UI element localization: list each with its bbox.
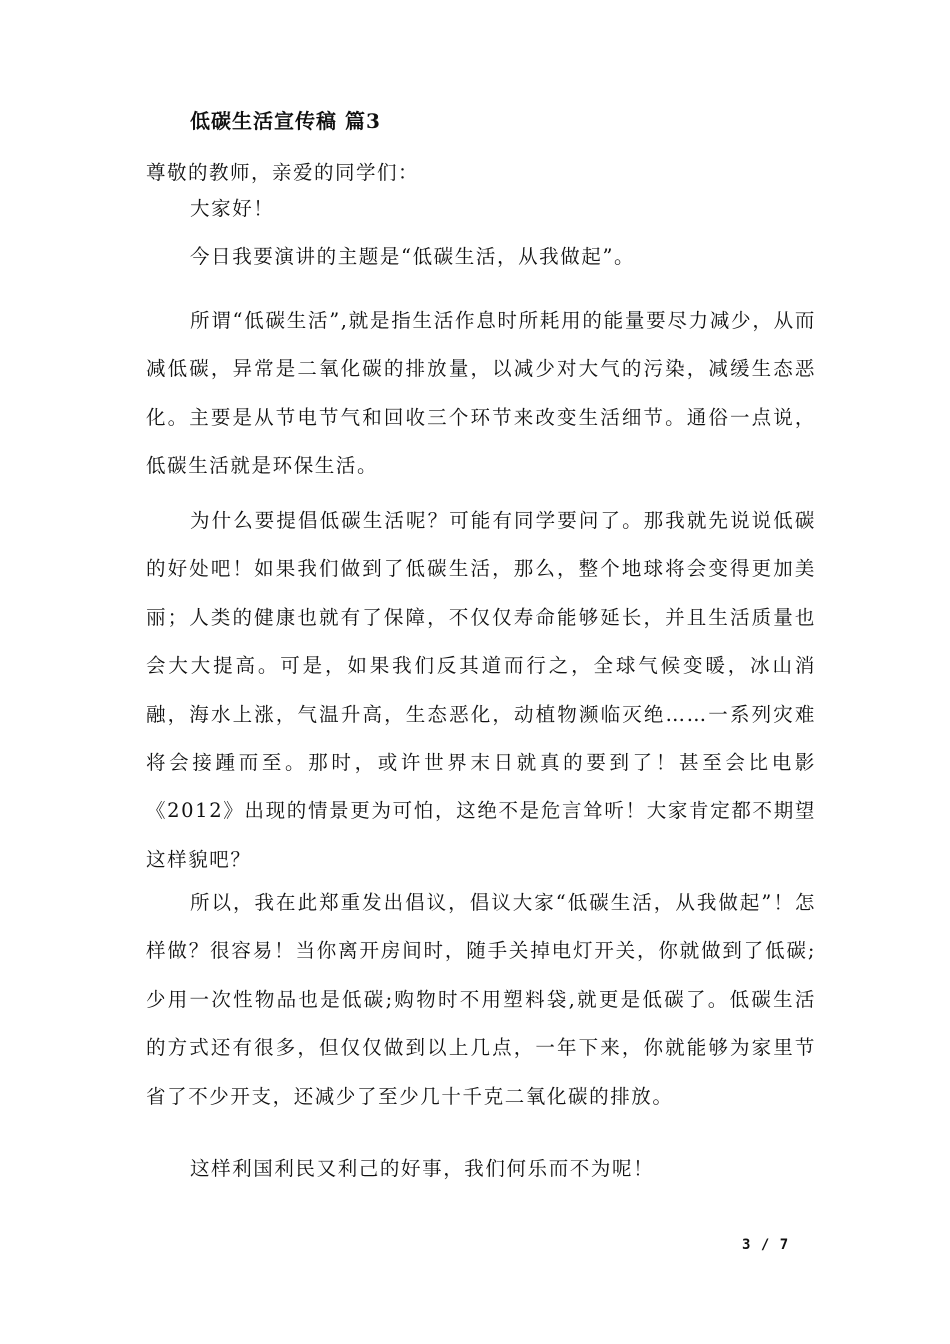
greeting-line: 尊敬的教师，亲爱的同学们： [146,161,420,184]
paragraph: 今日我要演讲的主题是“低碳生活，从我做起”。 [190,245,636,268]
paragraph: 为什么要提倡低碳生活呢？可能有同学要问了。那我就先说说低碳的好处吧！如果我们做到了低碳生活，那么，整个地球将会变得更加美丽；人类的健康也就有了保障，不仅仅寿命能够延长，并且生活质量也会大大提高。可是，如果我们反其道而行之，全球气候变暖，冰山消融，海水上涨，气温升高，生态恶化，动植物濒临灭绝……一系列灾难将会接踵而至。那时，或许世界末日就真的要到了！甚至会比电影《2012》出现的情景更为可怕，这绝不是危言耸听！大家肯定都不期望这样貌吧？ [146,509,816,871]
paragraph: 这样利国利民又利己的好事，我们何乐而不为呢！ [190,1157,655,1180]
paragraph: 所谓“低碳生活”,就是指生活作息时所耗用的能量要尽力减少，从而减低碳，异常是二氧化碳的排放量，以减少对大气的污染，减缓生态恶化。主要是从节电节气和回收三个环节来改变生活细节。通俗一点说，低碳生活就是环保生活。 [146,309,816,478]
paragraph: 所以，我在此郑重发出倡议，倡议大家“低碳生活，从我做起”！怎样做？很容易！当你离开房间时，随手关掉电灯开关，你就做到了低碳;少用一次性物品也是低碳;购物时不用塑料袋,就更是低碳了。低碳生活的方式还有很多，但仅仅做到以上几点，一年下来，你就能够为家里节省了不少开支，还减少了至少几十千克二氧化碳的排放。 [146,891,816,1108]
page-number: 3 / 7 [742,1237,790,1253]
paragraph: 大家好！ [190,197,275,220]
document-title: 低碳生活宣传稿 篇3 [190,109,381,133]
